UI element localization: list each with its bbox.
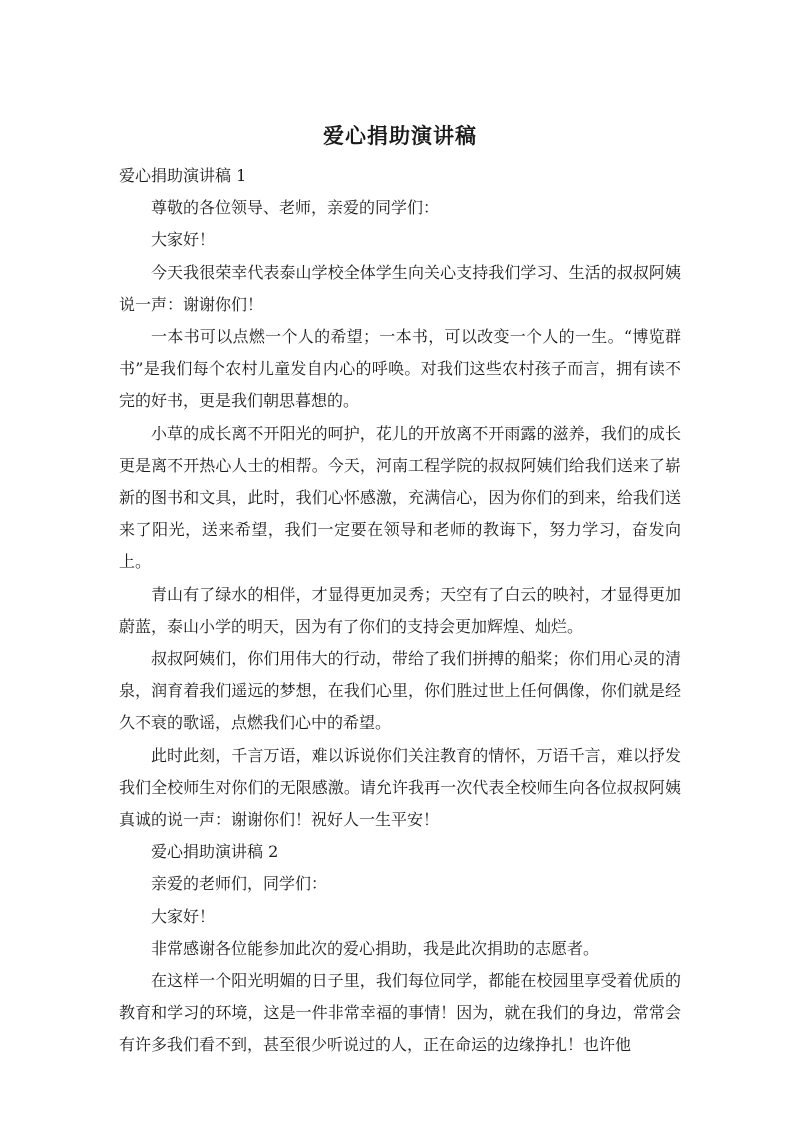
paragraph: 青山有了绿水的相伴，才显得更加灵秀；天空有了白云的映衬，才显得更加蔚蓝，泰山小学的明天，因为有了你们的支持会更加辉煌、灿烂。 (119, 584, 681, 636)
greeting: 大家好！ (151, 906, 216, 926)
section-heading: 爱心捐助演讲稿 1 (119, 166, 247, 185)
paragraph: 今天我很荣幸代表泰山学校全体学生向关心支持我们学习、生活的叔叔阿姨说一声：谢谢你们！ (119, 262, 681, 314)
salutation: 亲爱的老师们，同学们： (151, 874, 328, 894)
paragraph: 在这样一个阳光明媚的日子里，我们每位同学，都能在校园里享受着优质的教育和学习的环境，这是一件非常幸福的事情！因为，就在我们的身边，常常会有许多我们看不到，甚至很少听说过的人，正在命运的边缘挣扎！也许他 (119, 971, 681, 1055)
greeting: 大家好！ (151, 230, 216, 250)
document-title: 爱心捐助演讲稿 (323, 124, 477, 148)
salutation: 尊敬的各位领导、老师，亲爱的同学们： (151, 198, 440, 218)
document-body (119, 160, 681, 1062)
paragraph: 一本书可以点燃一个人的希望；一本书，可以改变一个人的一生。“博览群书”是我们每个农村儿童发自内心的呼唤。对我们这些农村孩子而言，拥有读不完的好书，更是我们朝思暮想的。 (119, 327, 681, 411)
section-heading: 爱心捐助演讲稿 2 (151, 842, 279, 862)
paragraph: 小草的成长离不开阳光的呵护，花儿的开放离不开雨露的滋养，我们的成长更是离不开热心人士的相帮。今天，河南工程学院的叔叔阿姨们给我们送来了崭新的图书和文具，此时，我们心怀感激，充满信心，因为你们的到来，给我们送来了阳光，送来希望，我们一定要在领导和老师的教诲下，努力学习，奋发向上。 (119, 423, 681, 572)
paragraph: 此时此刻，千言万语，难以诉说你们关注教育的情怀，万语千言，难以抒发我们全校师生对你们的无限感激。请允许我再一次代表全校师生向各位叔叔阿姨真诚的说一声：谢谢你们！祝好人一生平安！ (119, 745, 681, 830)
paragraph: 叔叔阿姨们，你们用伟大的行动，带给了我们拼搏的船桨；你们用心灵的清泉，润育着我们遥远的梦想，在我们心里，你们胜过世上任何偶像，你们就是经久不衰的歌谣，点燃我们心中的希望。 (119, 649, 681, 733)
paragraph: 非常感谢各位能参加此次的爱心捐助，我是此次捐助的志愿者。 (151, 938, 600, 958)
